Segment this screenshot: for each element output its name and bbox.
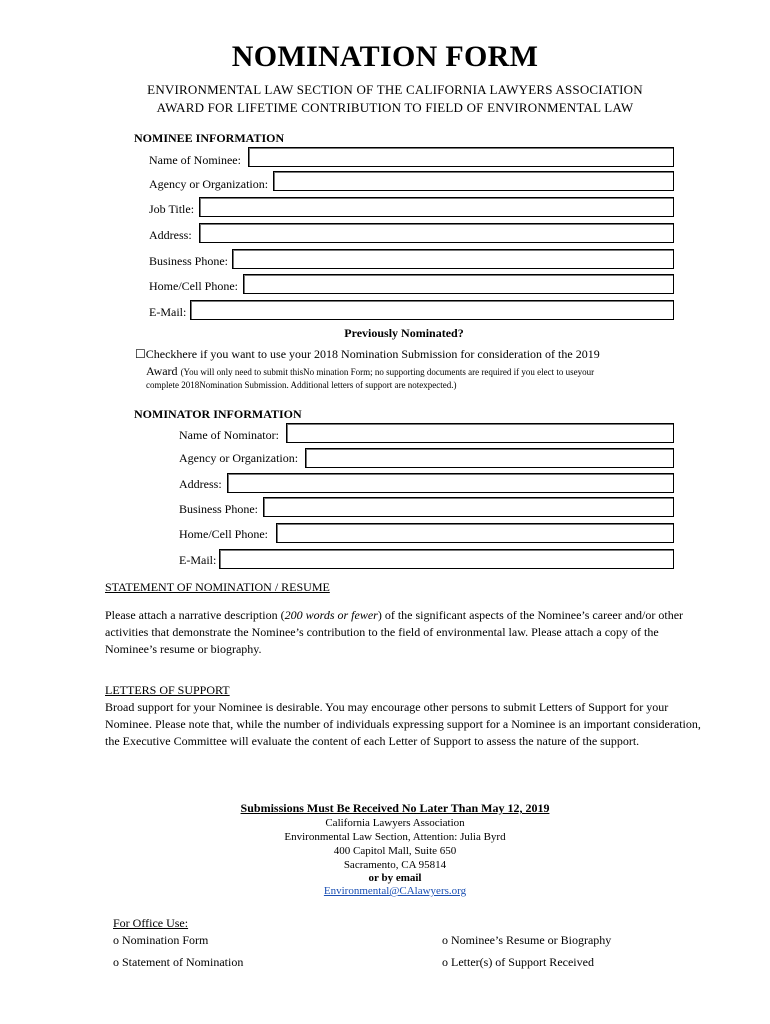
page-title: NOMINATION FORM: [231, 40, 539, 73]
previously-nominated-heading: Previously Nominated?: [344, 326, 464, 340]
checkbox-icon[interactable]: ☐: [135, 347, 146, 361]
nominator-address-label: Address:: [179, 477, 222, 491]
letters-text: Broad support for your Nominee is desirable. You may encourage other persons to submit Letters of Support for your Nominee. Please note that, while the number of individuals expressing support for a Nominee is an important consideration, the Executive Committee will evaluate the content of each Letter of Support to assess the nature of the support.: [105, 700, 701, 748]
nominee-agency-label: Agency or Organization:: [149, 177, 269, 191]
nominee-email-input[interactable]: [190, 300, 674, 320]
previous-note-line1: (You will only need to submit thisNo mination Form; no supporting documents are required if you elect to useyour: [180, 367, 595, 377]
nominator-email-input[interactable]: [219, 549, 674, 569]
nominee-address-input[interactable]: [199, 223, 674, 243]
submission-street: 400 Capitol Mall, Suite 650: [333, 845, 457, 857]
previous-check-text: Checkhere if you want to use your 2018 Nomination Submission for consideration of the 2019: [145, 347, 600, 361]
submission-email-link[interactable]: Environmental@CAlawyers.org: [323, 885, 467, 897]
office-item-resume: o Nominee’s Resume or Biography: [442, 933, 612, 947]
nominator-heading: NOMINATOR INFORMATION: [134, 407, 302, 421]
submission-city: Sacramento, CA 95814: [343, 859, 447, 871]
submission-org: California Lawyers Association: [325, 817, 465, 829]
nominee-job-input[interactable]: [199, 197, 674, 217]
nominator-business-phone-label: Business Phone:: [179, 502, 259, 516]
statement-heading: STATEMENT OF NOMINATION / RESUME: [105, 580, 330, 594]
submission-attention: Environmental Law Section, Attention: Julia Byrd: [284, 831, 506, 843]
subtitle-award: AWARD FOR LIFETIME CONTRIBUTION TO FIELD OF ENVIRONMENTAL LAW: [156, 100, 634, 115]
nominator-address-input[interactable]: [227, 473, 674, 493]
letters-heading: LETTERS OF SUPPORT: [105, 683, 230, 697]
nominator-name-input[interactable]: [286, 423, 674, 443]
nominator-name-label: Name of Nominator:: [179, 428, 279, 442]
nominator-home-phone-input[interactable]: [276, 523, 674, 543]
nominee-name-label: Name of Nominee:: [149, 153, 241, 167]
office-item-nomination-form: o Nomination Form: [113, 933, 209, 947]
nominator-agency-input[interactable]: [305, 448, 674, 468]
nominator-business-phone-input[interactable]: [263, 497, 674, 517]
nominee-name-input[interactable]: [248, 147, 674, 167]
nominee-email-label: E-Mail:: [149, 305, 187, 319]
nominee-home-phone-input[interactable]: [243, 274, 674, 294]
nominee-home-phone-label: Home/Cell Phone:: [149, 279, 238, 293]
nominee-business-phone-label: Business Phone:: [149, 254, 229, 268]
nominee-job-label: Job Title:: [149, 202, 195, 216]
office-item-statement: o Statement of Nomination: [113, 955, 244, 969]
award-word: Award: [146, 364, 178, 378]
office-heading: For Office Use:: [113, 916, 189, 930]
nominee-agency-input[interactable]: [273, 171, 674, 191]
deadline: Submissions Must Be Received No Later Than May 12, 2019: [240, 801, 550, 815]
nominator-agency-label: Agency or Organization:: [179, 451, 299, 465]
office-item-letters: o Letter(s) of Support Received: [442, 955, 594, 969]
nominator-email-label: E-Mail:: [179, 553, 217, 567]
submission-or-email: or by email: [368, 872, 422, 884]
nominee-address-label: Address:: [149, 228, 192, 242]
nominee-heading: NOMINEE INFORMATION: [134, 131, 285, 145]
previous-note-line2: complete 2018Nomination Submission. Additional letters of support are notexpected.): [146, 380, 457, 390]
statement-text: Please attach a narrative description (200 words or fewer) of the significant aspects of the Nominee’s career and/or other activities that demonstrate the Nominee’s contribution to the field of environmental law. Please attach a copy of the Nominee’s resume or biography.: [105, 608, 684, 656]
nominee-business-phone-input[interactable]: [232, 249, 674, 269]
nominator-home-phone-label: Home/Cell Phone:: [179, 527, 268, 541]
subtitle-section: ENVIRONMENTAL LAW SECTION OF THE CALIFORNIA LAWYERS ASSOCIATION: [147, 82, 643, 97]
